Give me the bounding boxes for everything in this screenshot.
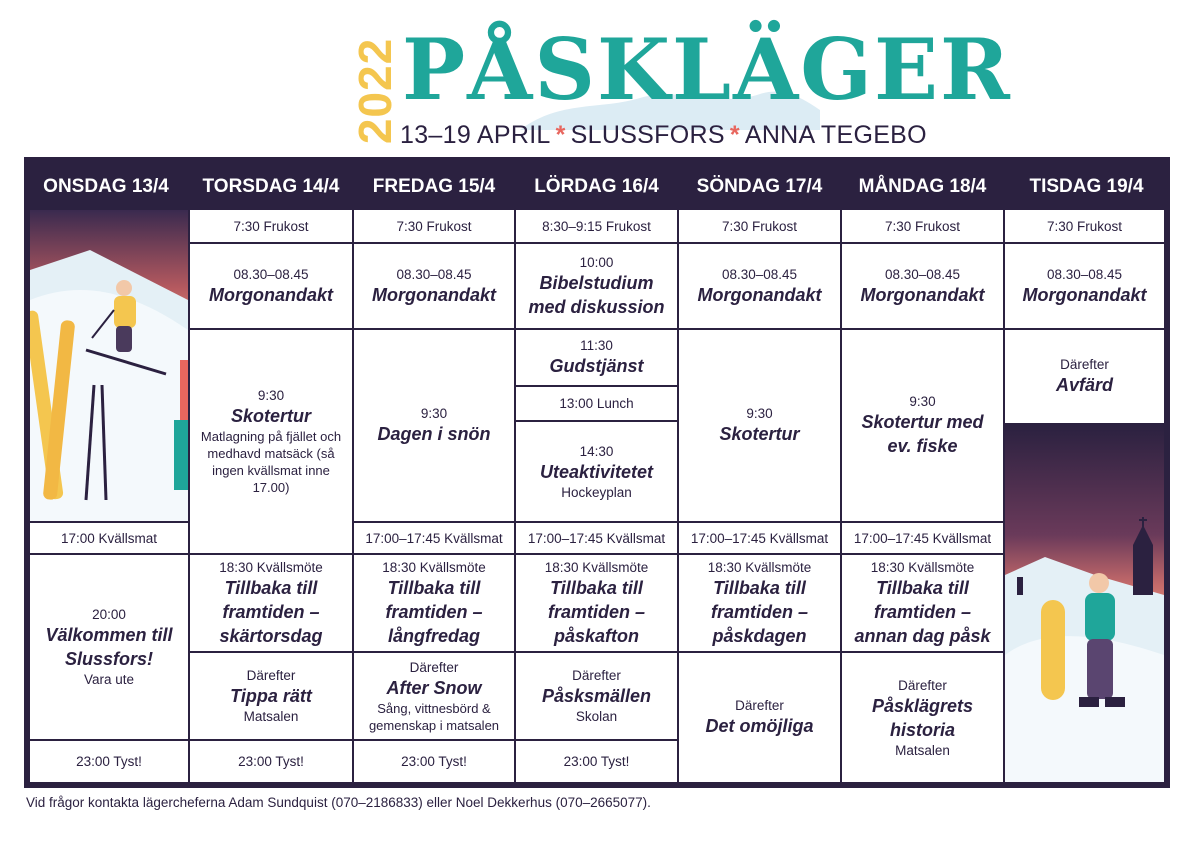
fredag-aktivitet: 9:30 Dagen i snön xyxy=(354,330,514,521)
skier-scene-icon xyxy=(30,210,188,521)
day-header-onsdag: ONSDAG 13/4 xyxy=(43,176,169,197)
schedule-table xyxy=(24,157,1170,788)
date-range: 13–19 APRIL xyxy=(400,121,551,149)
lordag-kvallsmote: 18:30 Kvällsmöte Tillbaka till framtiden – påskafton xyxy=(516,555,677,651)
lordag-kvallsmat: 17:00–17:45 Kvällsmat xyxy=(516,523,677,553)
sondag-morgonandakt: 08.30–08.45 Morgonandakt xyxy=(679,244,840,328)
sondag-darefter: Därefter Det omöjliga xyxy=(679,653,840,782)
torsdag-morgonandakt: 08.30–08.45 Morgonandakt xyxy=(190,244,352,328)
torsdag-kvallsmote: 18:30 Kvällsmöte Tillbaka till framtiden – skärtorsdag xyxy=(190,555,352,651)
lordag-lunch: 13:00 Lunch xyxy=(516,387,677,420)
location: SLUSSFORS xyxy=(570,121,725,149)
fredag-morgonandakt: 08.30–08.45 Morgonandakt xyxy=(354,244,514,328)
lordag-gudstjanst: 11:30 Gudstjänst xyxy=(516,330,677,385)
mandag-morgonandakt: 08.30–08.45 Morgonandakt xyxy=(842,244,1003,328)
onsdag-kvallsmat: 17:00 Kvällsmat xyxy=(30,523,188,553)
tisdag-darefter: Därefter Avfärd xyxy=(1005,330,1164,423)
day-header-fredag: FREDAG 15/4 xyxy=(372,176,496,197)
torsdag-frukost: 7:30 Frukost xyxy=(190,210,352,242)
mandag-kvallsmote: 18:30 Kvällsmöte Tillbaka till framtiden – annan dag påsk xyxy=(842,555,1003,651)
fredag-darefter: Därefter After Snow Sång, vittnesbörd & gemenskap i matsalen xyxy=(354,653,514,739)
contact-footer: Vid frågor kontakta lägercheferna Adam Sundquist (070–2186833) eller Noel Dekkerhus (070–2665077). xyxy=(26,795,651,810)
snowboarder-scene-icon xyxy=(1005,425,1164,782)
day-header-tisdag: TISDAG 19/4 xyxy=(1029,176,1144,197)
fredag-kvallsmat: 17:00–17:45 Kvällsmat xyxy=(354,523,514,553)
onsdag-tyst: 23:00 Tyst! xyxy=(30,741,188,782)
onsdag-kvallsmote: 20:00 Välkommen till Slussfors! Vara ute xyxy=(30,555,188,739)
fredag-tyst: 23:00 Tyst! xyxy=(354,741,514,782)
torsdag-tyst: 23:00 Tyst! xyxy=(190,741,352,782)
day-header-torsdag: TORSDAG 14/4 xyxy=(202,176,340,197)
torsdag-aktivitet: 9:30 Skotertur Matlagning på fjället och medhavd matsäck (så ingen kvällsmat inne 17.00) xyxy=(190,330,352,553)
day-header-lordag: LÖRDAG 16/4 xyxy=(534,176,659,197)
day-header-sondag: SÖNDAG 17/4 xyxy=(696,176,823,197)
leader: ANNA TEGEBO xyxy=(744,121,927,149)
mandag-aktivitet: 9:30 Skotertur med ev. fiske xyxy=(842,330,1003,521)
mandag-frukost: 7:30 Frukost xyxy=(842,210,1003,242)
tisdag-frukost: 7:30 Frukost xyxy=(1005,210,1164,242)
sondag-aktivitet: 9:30 Skotertur xyxy=(679,330,840,521)
page-title: PÅSKLÄGER xyxy=(402,20,1012,119)
subtitle xyxy=(400,118,927,152)
sondag-kvallsmote: 18:30 Kvällsmöte Tillbaka till framtiden – påskdagen xyxy=(679,555,840,651)
lordag-bibelstudium: 10:00 Bibelstudium med diskussion xyxy=(516,244,677,328)
fredag-frukost: 7:30 Frukost xyxy=(354,210,514,242)
torsdag-darefter: Därefter Tippa rätt Matsalen xyxy=(190,653,352,739)
mandag-kvallsmat: 17:00–17:45 Kvällsmat xyxy=(842,523,1003,553)
year-label: 2022 xyxy=(349,37,401,145)
sondag-kvallsmat: 17:00–17:45 Kvällsmat xyxy=(679,523,840,553)
lordag-tyst: 23:00 Tyst! xyxy=(516,741,677,782)
sondag-frukost: 7:30 Frukost xyxy=(679,210,840,242)
fredag-kvallsmote: 18:30 Kvällsmöte Tillbaka till framtiden – långfredag xyxy=(354,555,514,651)
lordag-darefter: Därefter Påsksmällen Skolan xyxy=(516,653,677,739)
lordag-frukost: 8:30–9:15 Frukost xyxy=(516,210,677,242)
day-header-mandag: MÅNDAG 18/4 xyxy=(858,176,987,197)
snowboard-illustration xyxy=(1005,425,1164,782)
separator-star: * xyxy=(729,121,740,149)
lordag-uteaktivitet: 14:30 Uteaktivitetet Hockeyplan xyxy=(516,422,677,521)
mandag-darefter: Därefter Påsklägrets historia Matsalen xyxy=(842,653,1003,782)
tisdag-morgonandakt: 08.30–08.45 Morgonandakt xyxy=(1005,244,1164,328)
separator-star: * xyxy=(555,121,566,149)
skiing-illustration xyxy=(30,210,188,521)
